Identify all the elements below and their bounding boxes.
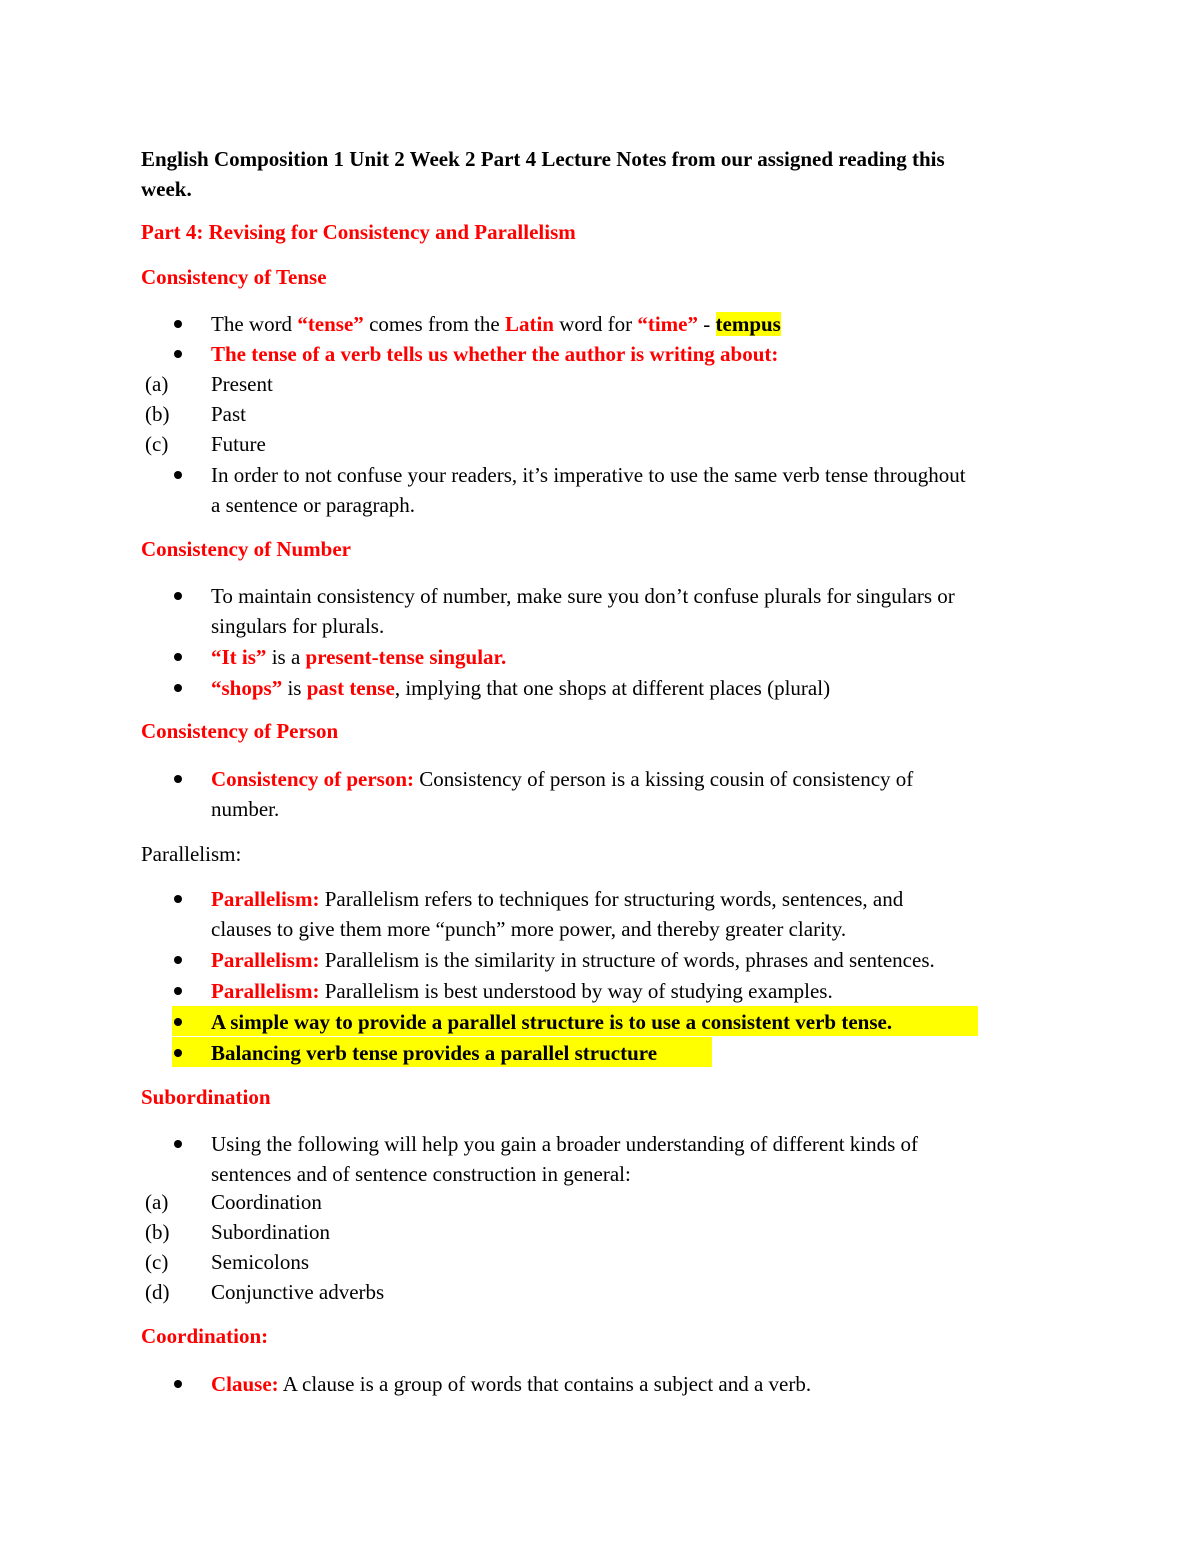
tense-option-c: Future (211, 432, 266, 456)
bullet-icon (174, 350, 182, 358)
coordination-heading: Coordination: (141, 1324, 269, 1348)
person-bullet-1-line1: Consistency of person: Consistency of person is a kissing cousin of consistency of (211, 767, 914, 791)
person-bullet-1-line2: number. (211, 797, 280, 821)
subordination-option-b-label: (b) (145, 1220, 170, 1244)
tense-heading: Consistency of Tense (141, 265, 327, 289)
subordination-option-d: Conjunctive adverbs (211, 1280, 385, 1304)
tense-bullet-1: The word “tense” comes from the Latin word for “time” - tempus (211, 312, 781, 336)
tense-bullet-3-line2: a sentence or paragraph. (211, 493, 416, 517)
bullet-icon (174, 684, 182, 692)
subordination-option-d-label: (d) (145, 1280, 170, 1304)
subordination-bullet-1-line2: sentences and of sentence construction in general: (211, 1162, 631, 1186)
tense-option-a-label: (a) (145, 372, 169, 396)
subordination-option-c-label: (c) (145, 1250, 169, 1274)
parallelism-bullet-4: A simple way to provide a parallel structure is to use a consistent verb tense. (211, 1010, 893, 1034)
number-bullet-3: “shops” is past tense, implying that one shops at different places (plural) (211, 676, 831, 700)
parallelism-bullet-5: Balancing verb tense provides a parallel structure (211, 1041, 658, 1065)
number-bullet-1-line1: To maintain consistency of number, make sure you don’t confuse plurals for singulars or (211, 584, 955, 608)
bullet-icon (174, 320, 182, 328)
bullet-icon (174, 1018, 182, 1026)
bullet-icon (174, 775, 182, 783)
tense-option-b-label: (b) (145, 402, 170, 426)
bullet-icon (174, 592, 182, 600)
tense-option-b: Past (211, 402, 247, 426)
parallelism-bullet-1-line2: clauses to give them more “punch” more power, and thereby greater clarity. (211, 917, 847, 941)
document-title-line2: week. (141, 177, 192, 201)
subordination-option-a: Coordination (211, 1190, 322, 1214)
number-heading: Consistency of Number (141, 537, 351, 561)
bullet-icon (174, 1049, 182, 1057)
tense-bullet-2: The tense of a verb tells us whether the author is writing about: (211, 342, 779, 366)
bullet-icon (174, 653, 182, 661)
subordination-heading: Subordination (141, 1085, 271, 1109)
bullet-icon (174, 1380, 182, 1388)
document-title-line1: English Composition 1 Unit 2 Week 2 Part 4 Lecture Notes from our assigned reading this (141, 147, 945, 171)
part4-heading: Part 4: Revising for Consistency and Parallelism (141, 220, 576, 244)
tense-option-a: Present (211, 372, 273, 396)
subordination-option-a-label: (a) (145, 1190, 169, 1214)
bullet-icon (174, 956, 182, 964)
person-heading: Consistency of Person (141, 719, 339, 743)
parallelism-bullet-2: Parallelism: Parallelism is the similarity in structure of words, phrases and sentences. (211, 948, 935, 972)
subordination-option-c: Semicolons (211, 1250, 309, 1274)
bullet-icon (174, 471, 182, 479)
number-bullet-2: “It is” is a present-tense singular. (211, 645, 507, 669)
parallelism-bullet-1-line1: Parallelism: Parallelism refers to techniques for structuring words, sentences, and (211, 887, 904, 911)
tense-bullet-3-line1: In order to not confuse your readers, it’s imperative to use the same verb tense throughout (211, 463, 966, 487)
coordination-bullet-1: Clause: A clause is a group of words that contains a subject and a verb. (211, 1372, 812, 1396)
tempus-highlight: tempus (715, 312, 781, 336)
number-bullet-1-line2: singulars for plurals. (211, 614, 385, 638)
subordination-option-b: Subordination (211, 1220, 330, 1244)
parallelism-bullet-3: Parallelism: Parallelism is best understood by way of studying examples. (211, 979, 833, 1003)
bullet-icon (174, 895, 182, 903)
subordination-bullet-1-line1: Using the following will help you gain a broader understanding of different kinds of (211, 1132, 919, 1156)
bullet-icon (174, 987, 182, 995)
bullet-icon (174, 1140, 182, 1148)
parallelism-heading: Parallelism: (141, 842, 242, 866)
tense-option-c-label: (c) (145, 432, 169, 456)
